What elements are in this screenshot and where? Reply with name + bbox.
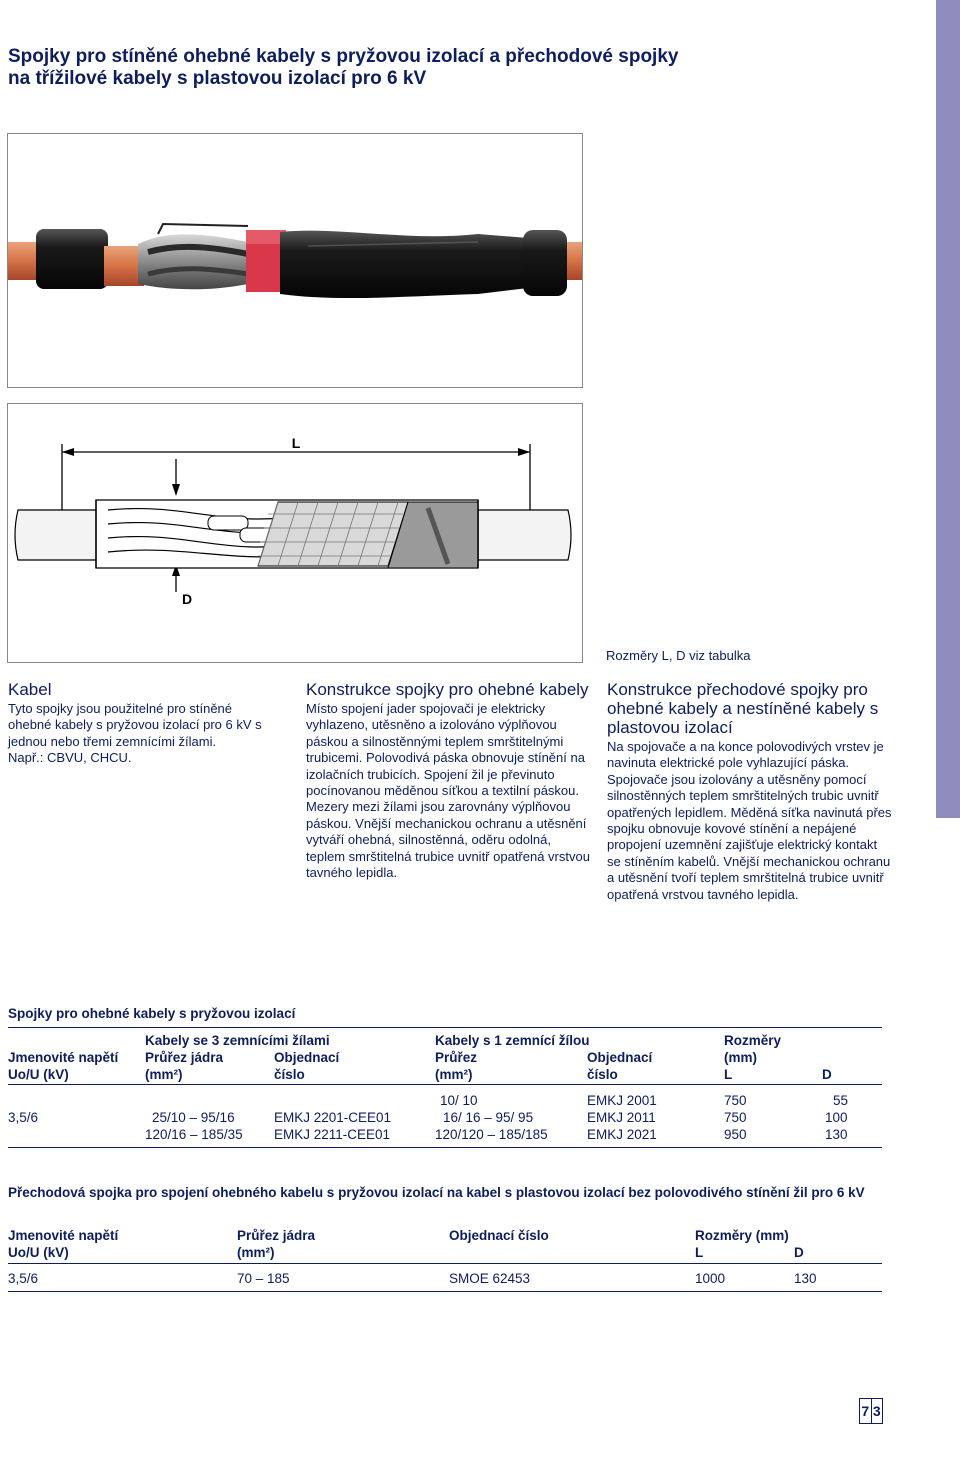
joint-drawing bbox=[7, 403, 583, 663]
t1-h-order1-2: číslo bbox=[274, 1067, 305, 1082]
joint-cross-section-svg bbox=[8, 404, 583, 663]
t2-order: SMOE 62453 bbox=[449, 1271, 531, 1286]
title-line-2: na třížilové kabely s plastovou izolací pro 6 kV bbox=[8, 68, 427, 89]
t1-h-order2-1: Objednací bbox=[587, 1050, 653, 1065]
t2-h-cs-1: Průřez jádra bbox=[237, 1228, 316, 1243]
t1-r2-order2: EMKJ 2021 bbox=[587, 1127, 657, 1142]
page-title bbox=[8, 46, 908, 90]
t2-h-voltage-1: Jmenovité napětí bbox=[8, 1228, 119, 1243]
table2-header-rule bbox=[8, 1263, 882, 1264]
table1-top-rule bbox=[8, 1027, 882, 1028]
table1-bottom-rule bbox=[8, 1147, 882, 1148]
t1-r2-L: 950 bbox=[724, 1127, 747, 1142]
t2-h-dim: Rozměry (mm) bbox=[695, 1228, 789, 1243]
t1-r2-D: 130 bbox=[825, 1127, 848, 1142]
t2-L: 1000 bbox=[695, 1271, 726, 1286]
cable-example: Např.: CBVU, CHCU. bbox=[8, 750, 132, 766]
t1-r1-D: 100 bbox=[825, 1110, 848, 1125]
title-line-1: Spojky pro stíněné ohebné kabely s pryžovou izolací a přechodové spojky bbox=[8, 46, 679, 67]
t1-h-cs2-1: Průřez bbox=[435, 1050, 478, 1065]
dimension-L-label: L bbox=[291, 435, 301, 451]
t2-D: 130 bbox=[794, 1271, 817, 1286]
t1-r1-L: 750 bbox=[724, 1110, 747, 1125]
t2-h-L: L bbox=[695, 1245, 704, 1260]
t1-r1-order2: EMKJ 2011 bbox=[587, 1110, 656, 1125]
t1-h-voltage-2: Uo/U (kV) bbox=[8, 1067, 69, 1082]
t2-h-voltage-2: Uo/U (kV) bbox=[8, 1245, 69, 1260]
t1-group-dims: Rozměry bbox=[724, 1033, 782, 1048]
page-number-digit-2: 3 bbox=[872, 1403, 881, 1419]
dimension-D-label: D bbox=[182, 591, 193, 607]
flexible-joint-section bbox=[306, 680, 591, 881]
t2-h-D: D bbox=[794, 1245, 804, 1260]
flexible-joint-text: Místo spojení jader spojovači je elektricky vyhlazeno, utěsněno a izolováno výplňovou páskou a silnostěnnými teplem smrštitelnými trubicemi. Polovodivá páska obnovuje stínění na izolačních trubicích. Spojení žil je převinuto pocínovanou měděnou síťkou a textilní páskou. Mezery mezi žílami jsou zarovnány výplňovou páskou. Vnější mechanickou ochranu a utěsnění vytváří ohebná, silnostěnná, oděru odolná, teplem smrštitelná trubice uvnitř opatřená vrstvou tavného lepidla. bbox=[306, 701, 590, 881]
transition-joint-text: Na spojovače a na konce polovodivých vrstev je navinuta elektrické pole vyhlazující páska. Spojovače jsou izolovány a utěsněny pomocí silnostěnných teplem smrštitelných trubic uvnitř opatřených lepidlem. Měděná síťka navinutá přes spojku obnovuje kovové stínění a nepájené propojení uzemnění zajišťuje elektrický kontakt se stíněním kabelů. Vnější mechanickou ochranu a utěsnění tvoří teplem smrštitelná trubice uvnitř opatřená vrstvou tavného lepidla. bbox=[607, 739, 892, 902]
table2-title: Přechodová spojka pro spojení ohebného kabelu s pryžovou izolací na kabel s plastovou izolací bez polovodivého stínění žil pro 6 kV bbox=[8, 1185, 865, 1200]
page-number bbox=[859, 1398, 883, 1424]
cable-text: Tyto spojky jsou použitelné pro stíněné ohebné kabely s pryžovou izolací pro 6 kV s jednou nebo třemi zemnícími žílami. bbox=[8, 701, 262, 749]
cable-section bbox=[8, 680, 268, 767]
t1-r0-D: 55 bbox=[833, 1093, 849, 1108]
t1-group-3-cores: Kabely se 3 zemnícími žílami bbox=[145, 1033, 330, 1048]
drawing-caption: Rozměry L, D viz tabulka bbox=[606, 648, 751, 663]
t1-r2-cs1: 120/16 – 185/35 bbox=[145, 1127, 243, 1142]
t1-voltage-cell: 3,5/6 bbox=[8, 1110, 39, 1125]
t1-h-cs2-2: (mm²) bbox=[435, 1067, 473, 1082]
table1-title: Spojky pro ohebné kabely s pryžovou izolací bbox=[8, 1006, 296, 1021]
table1-header-rule bbox=[8, 1084, 882, 1085]
t2-h-cs-2: (mm²) bbox=[237, 1245, 275, 1260]
t1-r1-cs2: 16/ 16 – 95/ 95 bbox=[443, 1110, 534, 1125]
t1-h-dim-unit: (mm) bbox=[724, 1050, 757, 1065]
side-color-bar bbox=[936, 0, 960, 818]
cable-joint-photo bbox=[8, 134, 583, 388]
t1-r0-cs2: 10/ 10 bbox=[440, 1093, 478, 1108]
t1-h-D: D bbox=[822, 1067, 832, 1082]
t1-r0-L: 750 bbox=[724, 1093, 747, 1108]
t2-voltage: 3,5/6 bbox=[8, 1271, 39, 1286]
t2-cs: 70 – 185 bbox=[237, 1271, 290, 1286]
cable-heading: Kabel bbox=[8, 680, 52, 699]
t1-h-cs1-1: Průřez jádra bbox=[145, 1050, 224, 1065]
page-number-digit-1: 7 bbox=[860, 1399, 872, 1423]
t1-r1-order1: EMKJ 2201-CEE01 bbox=[274, 1110, 392, 1125]
flexible-joint-heading: Konstrukce spojky pro ohebné kabely bbox=[306, 680, 589, 699]
table2-bottom-rule bbox=[8, 1291, 882, 1292]
t1-h-order1-1: Objednací bbox=[274, 1050, 340, 1065]
product-photo bbox=[7, 133, 583, 388]
t1-h-L: L bbox=[724, 1067, 733, 1082]
t1-r2-order1: EMKJ 2211-CEE01 bbox=[274, 1127, 391, 1142]
t1-group-1-core: Kabely s 1 zemnící žílou bbox=[435, 1033, 590, 1048]
t1-h-voltage-1: Jmenovité napětí bbox=[8, 1050, 119, 1065]
t1-h-cs1-2: (mm²) bbox=[145, 1067, 183, 1082]
transition-joint-section bbox=[607, 680, 892, 903]
t1-h-order2-2: číslo bbox=[587, 1067, 618, 1082]
t1-r2-cs2: 120/120 – 185/185 bbox=[435, 1127, 548, 1142]
t2-h-order: Objednací číslo bbox=[449, 1228, 549, 1243]
transition-joint-heading: Konstrukce přechodové spojky pro ohebné kabely a nestíněné kabely s plastovou izolací bbox=[607, 680, 879, 737]
t1-r0-order2: EMKJ 2001 bbox=[587, 1093, 657, 1108]
t1-r1-cs1: 25/10 – 95/16 bbox=[152, 1110, 235, 1125]
